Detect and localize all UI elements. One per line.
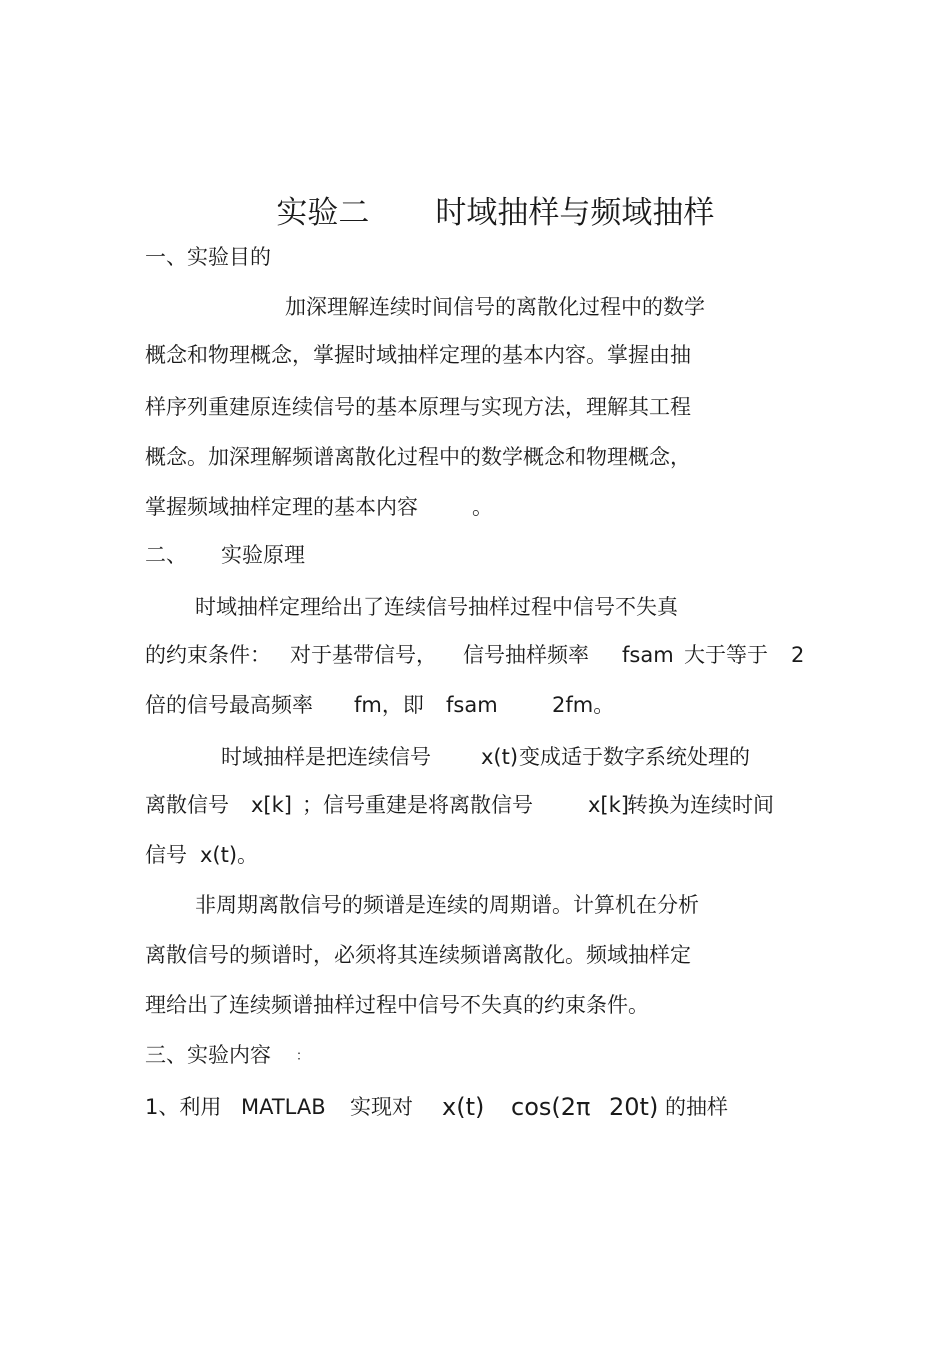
paragraph-segment: 的约束条件： — [145, 643, 271, 667]
paragraph-segment: 对于基带信号， — [290, 643, 437, 667]
formula-part: cos(2π — [511, 1093, 591, 1121]
paragraph-line: 非周期离散信号的频谱是连续的周期谱。计算机在分析 — [195, 893, 699, 917]
paragraph-line: 离散信号的频谱时，必须将其连续频谱离散化。频域抽样定 — [145, 943, 691, 967]
paragraph-segment: 倍的信号最高频率 — [145, 693, 313, 717]
content-item-suffix: 的抽样 — [665, 1095, 728, 1119]
paragraph-line: 时域抽样定理给出了连续信号抽样过程中信号不失真 — [195, 595, 678, 619]
section1-line-end: 。 — [472, 495, 493, 519]
paragraph-segment: 转换为连续时间 — [627, 793, 774, 817]
paragraph-segment: ；信号重建是将离散信号 — [302, 793, 533, 817]
section2-heading-text: 实验原理 — [221, 543, 305, 567]
paragraph-segment: fsam — [446, 693, 498, 717]
paragraph-segment: x(t)。 — [200, 843, 259, 867]
paragraph-segment: fsam — [622, 643, 674, 667]
section1-heading: 一、实验目的 — [145, 245, 271, 269]
section3-heading-colon: ： — [296, 1049, 310, 1064]
title-label: 实验二 — [276, 195, 370, 231]
paragraph-segment: x(t) — [481, 745, 519, 769]
section1-line: 概念。加深理解频谱离散化过程中的数学概念和物理概念， — [145, 445, 691, 469]
section2-heading-num: 二、 — [145, 543, 187, 567]
formula-part: x(t) — [442, 1093, 485, 1121]
section1-line: 掌握频域抽样定理的基本内容 — [145, 495, 418, 519]
content-item-prefix: 1、利用 — [145, 1095, 222, 1119]
paragraph-segment: 2fm。 — [552, 693, 615, 717]
paragraph-line: 理给出了连续频谱抽样过程中信号不失真的约束条件。 — [145, 993, 649, 1017]
document-title-name — [396, 159, 714, 267]
paragraph-segment: x[k] — [588, 793, 629, 817]
paragraph-segment: 信号 — [145, 843, 187, 867]
paragraph-segment: x[k] — [251, 793, 292, 817]
title-name: 时域抽样与频域抽样 — [435, 195, 715, 231]
section1-line: 概念和物理概念，掌握时域抽样定理的基本内容。掌握由抽 — [145, 343, 691, 367]
content-item-mid: 实现对 — [350, 1095, 413, 1119]
section1-line: 加深理解连续时间信号的离散化过程中的数学 — [285, 295, 705, 319]
section1-line: 样序列重建原连续信号的基本原理与实现方法，理解其工程 — [145, 395, 691, 419]
section3-heading: 三、实验内容 — [145, 1043, 271, 1067]
paragraph-segment: 2 — [791, 643, 805, 667]
paragraph-segment: 信号抽样频率 — [463, 643, 589, 667]
paragraph-segment: 变成适于数字系统处理的 — [519, 745, 750, 769]
content-item-tool: MATLAB — [241, 1095, 326, 1119]
paragraph-segment: fm，即 — [354, 693, 424, 717]
formula-part: 20t) — [609, 1093, 659, 1121]
paragraph-segment: 时域抽样是把连续信号 — [221, 745, 431, 769]
paragraph-segment: 大于等于 — [684, 643, 768, 667]
paragraph-segment: 离散信号 — [145, 793, 229, 817]
